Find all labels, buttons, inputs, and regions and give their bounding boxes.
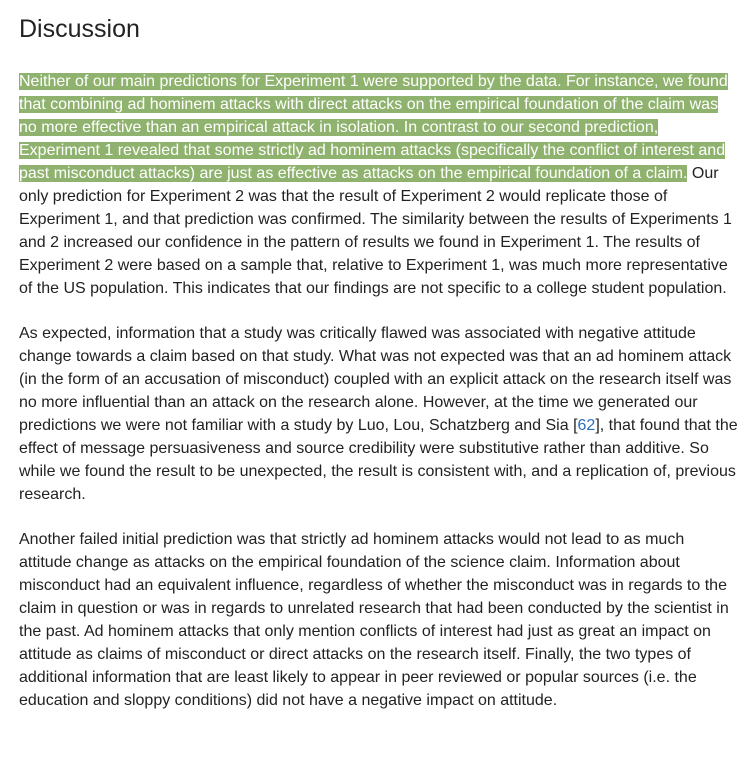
- paragraph-2-text-after: ], that found that the effect of message persuasiveness and source credibility were substitutive rather than additive. So while we found the result to be unexpected, the result is consistent with, and a replication of, previous research.: [19, 417, 738, 503]
- paragraph-2: [19, 322, 738, 506]
- paragraph-1: [19, 70, 738, 300]
- citation-link[interactable]: 62: [577, 417, 596, 434]
- paragraph-1-text: Our only prediction for Experiment 2 was that the result of Experiment 2 would replicate those of Experiment 1, and that prediction was confirmed. The similarity between the results of Experiments 1 and 2 increased our confidence in the pattern of results we found in Experiment 1. The results of Experiment 2 were based on a sample that, relative to Experiment 1, was much more representative of the US population. This indicates that our findings are not specific to a college student population.: [19, 165, 732, 297]
- highlighted-text[interactable]: Neither of our main predictions for Experiment 1 were supported by the data. For instance, we found that combining ad hominem attacks with direct attacks on the empirical foundation of the claim was no more effective than an empirical attack in isolation. In contrast to our second prediction, Experiment 1 revealed that some strictly ad hominem attacks (specifically the conflict of interest and past misconduct attacks) are just as effective as attacks on the empirical foundation of a claim.: [19, 73, 728, 182]
- paragraph-2-text-before: As expected, information that a study was critically flawed was associated with negative attitude change towards a claim based on that study. What was not expected was that an ad hominem attack (in the form of an accusation of misconduct) coupled with an explicit attack on the research itself was no more influential than an attack on the research alone. However, at the time we generated our predictions we were not familiar with a study by Luo, Lou, Schatzberg and Sia [: [19, 325, 732, 434]
- section-title: Discussion: [19, 15, 140, 43]
- paragraph-3: Another failed initial prediction was that strictly ad hominem attacks would not lead to as much attitude change as attacks on the empirical foundation of the science claim. Information about misconduct had an equivalent influence, regardless of whether the misconduct was in regards to the claim in question or was in regards to unrelated research that had been conducted by the scientist in the past. Ad hominem attacks that only mention conflicts of interest had just as great an impact on attitude as claims of misconduct or direct attacks on the research itself. Finally, the two types of additional information that are least likely to appear in peer reviewed or popular sources (i.e. the education and sloppy conditions) did not have a negative impact on attitude.: [19, 531, 729, 709]
